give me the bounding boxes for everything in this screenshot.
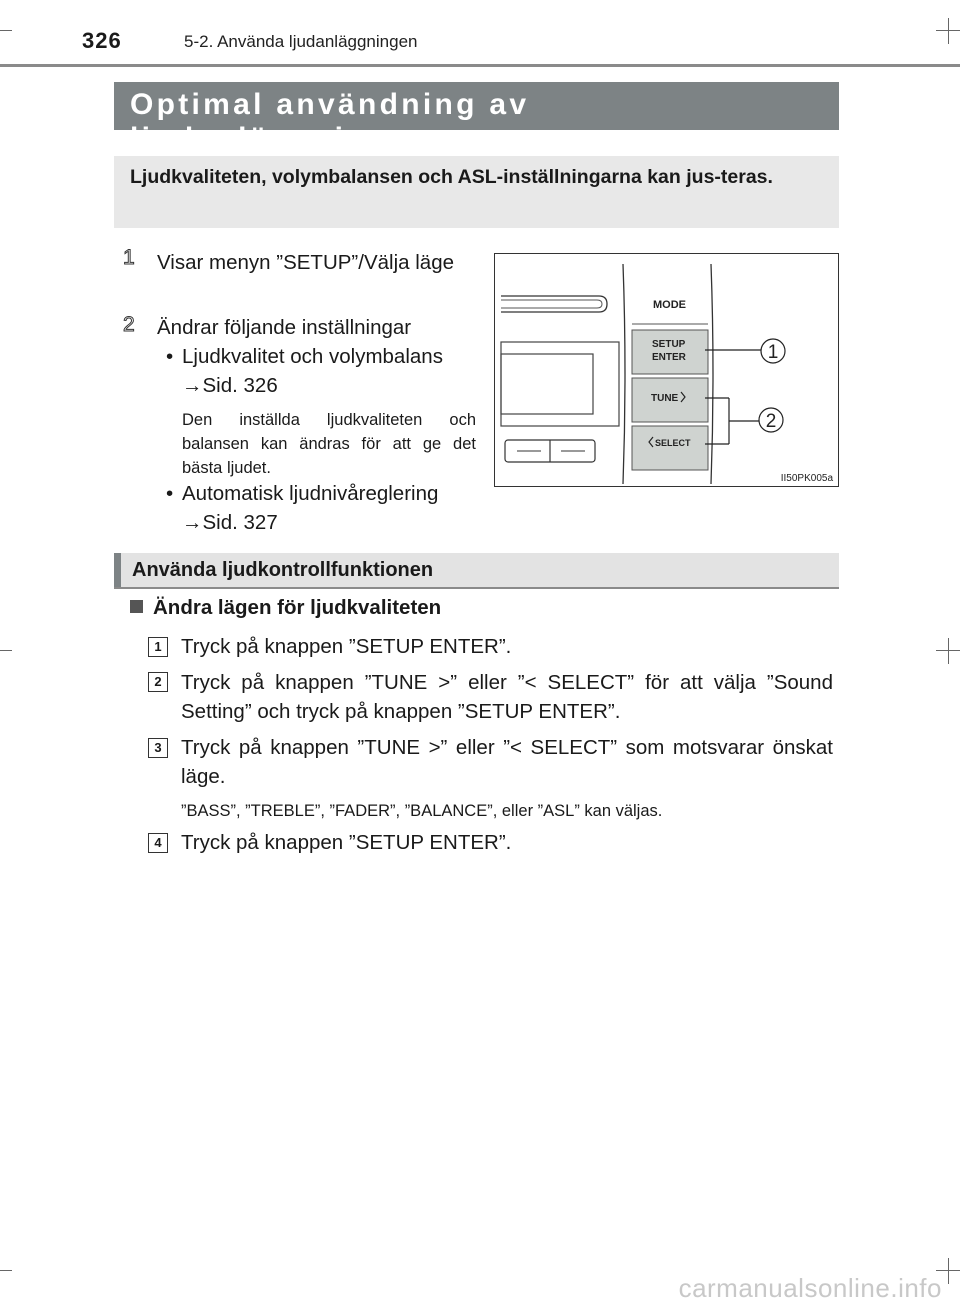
bullet-dot: • — [166, 345, 174, 368]
sub-heading — [130, 596, 441, 620]
step-number: 4 — [148, 833, 168, 853]
crop-mark — [0, 30, 12, 31]
mode-label: MODE — [653, 299, 686, 311]
step-number: 1 — [148, 637, 168, 657]
tune-label: TUNE — [651, 393, 679, 404]
enter-label: ENTER — [652, 352, 686, 363]
crop-mark — [936, 30, 960, 31]
audio-panel-illustration — [494, 253, 839, 487]
sub-heading-text: Ändra lägen för ljudkvaliteten — [153, 596, 442, 619]
figure-code: II50PK005a — [780, 473, 833, 484]
crop-mark — [0, 650, 12, 651]
audio-panel-drawing — [495, 254, 838, 486]
select-button — [632, 426, 708, 470]
callout-text: Ändrar följande inställningar — [157, 316, 412, 339]
callout-number: 2 — [123, 313, 135, 336]
crop-mark — [936, 650, 960, 651]
bullet-dot: • — [166, 482, 174, 505]
crop-mark — [948, 638, 949, 664]
callout-circle-label: 1 — [767, 342, 779, 363]
crop-mark — [936, 1270, 960, 1271]
crop-mark — [948, 1258, 949, 1284]
step-note: ”BASS”, ”TREBLE”, ”FADER”, ”BALANCE”, eller ”ASL” kan väljas. — [181, 802, 663, 820]
select-label: SELECT — [655, 438, 691, 448]
square-bullet-icon — [130, 600, 143, 613]
bullet-text: Automatisk ljudnivåreglering — [182, 482, 439, 505]
bullet-note: Den inställda ljudkvaliteten och balansen kan ändras för att ge det bästa ljudet. — [182, 411, 476, 477]
page-title-bar — [114, 82, 839, 155]
step-number: 2 — [148, 672, 168, 692]
cd-slot-inner — [501, 300, 602, 308]
step-text: Tryck på knappen ”SETUP ENTER”. — [181, 831, 512, 854]
intro-text: Ljudkvaliteten, volymbalansen och ASL-inställningarna kan jus-teras. — [130, 166, 773, 188]
page-reference: →Sid. 326 — [182, 374, 278, 397]
callout-circle-label: 2 — [765, 411, 777, 432]
page-reference: →Sid. 327 — [182, 511, 278, 534]
display-screen — [501, 342, 619, 426]
breadcrumb: 5-2. Använda ljudanläggningen — [184, 32, 418, 51]
step-text: Tryck på knappen ”TUNE >” eller ”< SELECT” som motsvarar önskat läge. — [181, 736, 833, 788]
cd-slot — [501, 296, 607, 312]
callout-number: 1 — [123, 246, 135, 269]
page-title: Optimal användning av ljudanläggningen — [130, 88, 530, 155]
setup-label: SETUP — [652, 339, 686, 350]
callout-text: Visar menyn ”SETUP”/Välja läge — [157, 251, 454, 274]
bullet-text: Ljudkvalitet och volymbalans — [182, 345, 443, 368]
footer-watermark[interactable]: carmanualsonline.info — [678, 1273, 942, 1303]
panel-edge — [623, 264, 625, 484]
page-number: 326 — [82, 28, 122, 53]
step-text: Tryck på knappen ”SETUP ENTER”. — [181, 635, 512, 658]
step-text: Tryck på knappen ”TUNE >” eller ”< SELECT” för att välja ”Sound Setting” och tryck på knappen ”SETUP ENTER”. — [181, 671, 833, 723]
crop-mark — [0, 1270, 12, 1271]
section-heading-bar — [114, 553, 839, 589]
section-accent — [114, 553, 121, 587]
crop-mark — [948, 18, 949, 44]
display-inner — [501, 354, 593, 414]
section-title: Använda ljudkontrollfunktionen — [132, 559, 434, 581]
header-rule — [0, 64, 960, 67]
step-number: 3 — [148, 738, 168, 758]
intro-box — [114, 156, 839, 228]
